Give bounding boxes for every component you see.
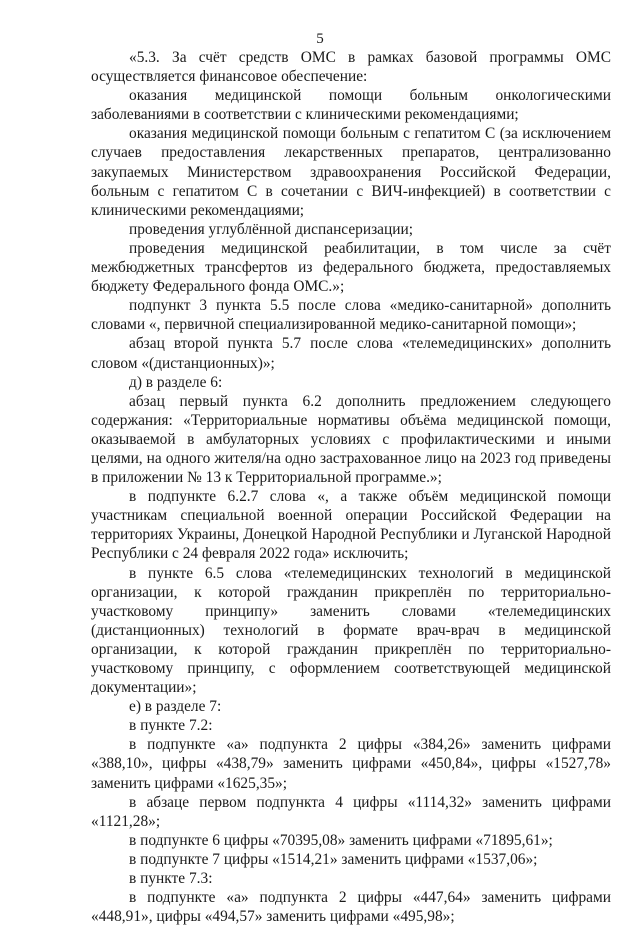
paragraph-oncology: оказания медицинской помощи больным онкологическими заболеваниями в соответствии с клиническими рекомендациями;: [91, 87, 611, 124]
paragraph-5-3-intro: «5.3. За счёт средств ОМС в рамках базовой программы ОМС осуществляется финансовое обеспечение:: [91, 49, 611, 86]
paragraph-section-7-heading: е) в разделе 7:: [129, 698, 222, 716]
page-number: 5: [316, 31, 324, 47]
paragraph-6-5: в пункте 6.5 слова «телемедицинских технологий в медицинской организации, к которой гражданин прикреплён по территориально-участковому принципу» заменить словами «телемедицинских (дистанционных) технологий в формате врач-врач в медицинской организации, к которой гражданин прикреплён по территориально-участковому принципу, с оформлением соответствующей медицинской документации»;: [91, 564, 611, 697]
paragraph-dispensary: проведения углублённой диспансеризации;: [129, 220, 413, 238]
paragraph-7-2-heading: в пункте 7.2:: [129, 717, 213, 735]
paragraph-7-2-sub-7: в подпункте 7 цифры «1514,21» заменить цифрами «1537,06»;: [129, 850, 538, 868]
paragraph-7-3-sub-2: в подпункте «а» подпункта 2 цифры «447,64» заменить цифрами «448,91», цифры «494,57» заменить цифрами «495,98»;: [91, 889, 611, 926]
paragraph-7-2-sub-2: в подпункте «а» подпункта 2 цифры «384,26» заменить цифрами «388,10», цифры «438,79» заменить цифрами «450,84», цифры «1527,78» заменить цифрами «1625,35»;: [91, 736, 611, 792]
paragraph-5-5: подпункт 3 пункта 5.5 после слова «медико-санитарной» дополнить словами «, первичной специализированной медико-санитарной помощи»;: [91, 297, 611, 334]
paragraph-hepatitis-c: оказания медицинской помощи больным с гепатитом С (за исключением случаев предоставления лекарственных препаратов, централизованно закупаемых Министерством здравоохранения Российской Федерации, больным с гепатитом С в сочетании с ВИЧ-инфекцией) в соответствии с клиническими рекомендациями;: [91, 125, 611, 219]
paragraph-6-2: абзац первый пункта 6.2 дополнить предложением следующего содержания: «Территориальные нормативы объёма медицинской помощи, оказываемой в амбулаторных условиях с профилактическими и иными целями, на одного жителя/на одно застрахованное лицо на 2023 год приведены в приложении № 13 к Территориальной программе.»;: [91, 392, 611, 487]
paragraph-7-2-sub-6: в подпункте 6 цифры «70395,08» заменить цифрами «71895,61»;: [129, 831, 553, 849]
paragraph-section-6-heading: д) в разделе 6:: [129, 373, 223, 391]
document-body: [91, 48, 611, 926]
paragraph-6-2-7: в подпункте 6.2.7 слова «, а также объём медицинской помощи участникам специальной военной операции Российской Федерации на территориях Украины, Донецкой Народной Республики и Луганской Народной Республики с 24 февраля 2022 года» исключить;: [91, 488, 611, 563]
paragraph-rehabilitation: проведения медицинской реабилитации, в том числе за счёт межбюджетных трансфертов из федерального бюджета, предоставляемых бюджету Федерального фонда ОМС.»;: [91, 239, 611, 296]
paragraph-7-2-sub-4: в абзаце первом подпункта 4 цифры «1114,32» заменить цифрами «1121,28»;: [91, 793, 611, 830]
paragraph-5-7: абзац второй пункта 5.7 после слова «телемедицинских» дополнить словом «(дистанционных)»;: [91, 335, 611, 372]
paragraph-7-3-heading: в пункте 7.3:: [129, 870, 213, 888]
